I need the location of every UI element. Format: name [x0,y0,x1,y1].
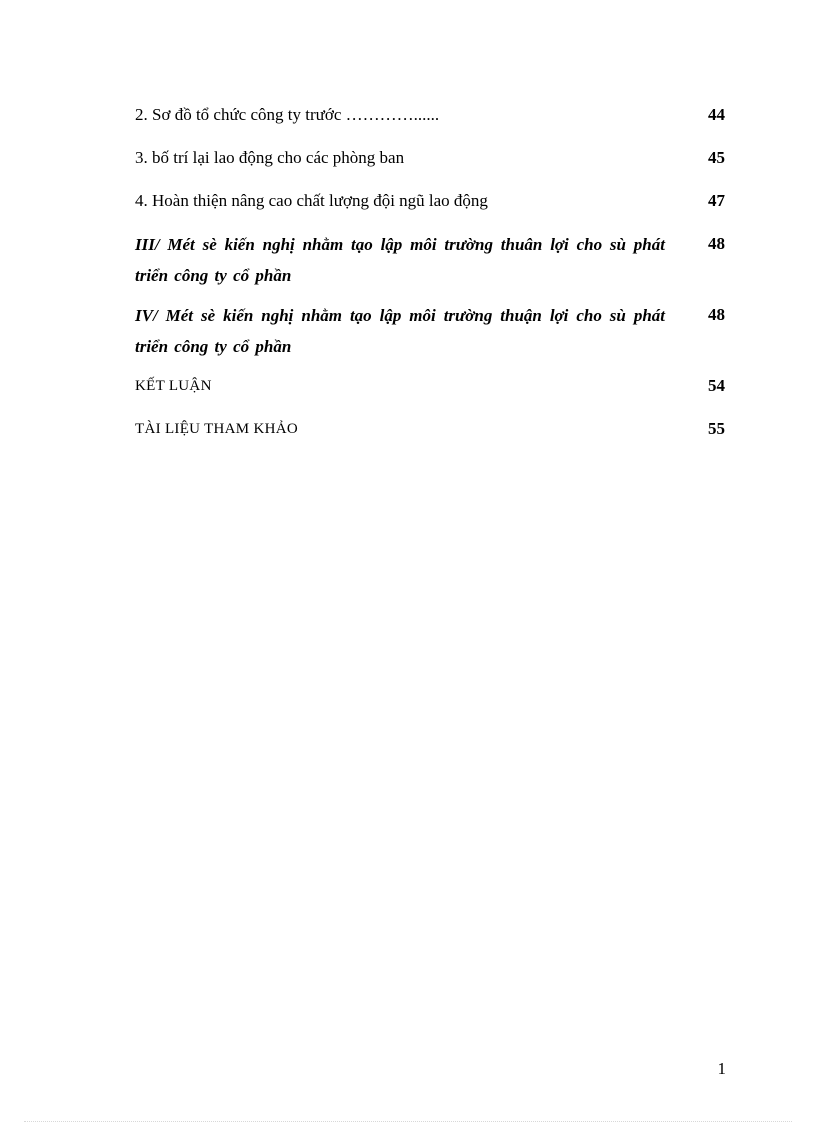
toc-section-iv [135,304,725,362]
toc-entry-title: III/ Mét sè kiến nghị nhằm tạo lập môi trường thuân lợi cho sù phát triển công ty cổ phần [135,235,665,285]
toc-entry-title: KẾT LUẬN [135,378,212,394]
toc-entry-title: 2. Sơ đồ tổ chức công ty trước …………...... [135,105,440,124]
toc-entry-page: 47 [708,191,725,210]
toc-entry-page: 48 [708,305,725,324]
toc-entry-title: IV/ Mét sè kiến nghị nhằm tạo lập môi trường thuận lợi cho sù phát triển công ty cổ phần [135,306,665,356]
toc-entry-page: 44 [708,105,725,124]
toc-entry-org-chart [135,104,725,126]
page-bottom-divider [24,1121,792,1122]
toc-entry-references [135,418,725,440]
footer-page-number: 1 [717,1059,726,1078]
toc-entry-page: 48 [708,234,725,253]
toc-entry-conclusion [135,375,725,397]
toc-entry-title: TÀI LIỆU THAM KHẢO [135,421,299,437]
toc-entry-page: 45 [708,148,725,167]
toc-entry-labor-arrangement [135,147,725,169]
toc-entry-title: 3. bố trí lại lao động cho các phòng ban [135,148,405,167]
toc-entry-title: 4. Hoàn thiện nâng cao chất lượng đội ngũ lao động [135,191,488,210]
table-of-contents [135,104,725,461]
toc-entry-page: 54 [708,376,725,395]
toc-entry-labor-quality [135,190,725,212]
toc-entry-page: 55 [708,419,725,438]
toc-section-iii [135,233,725,291]
